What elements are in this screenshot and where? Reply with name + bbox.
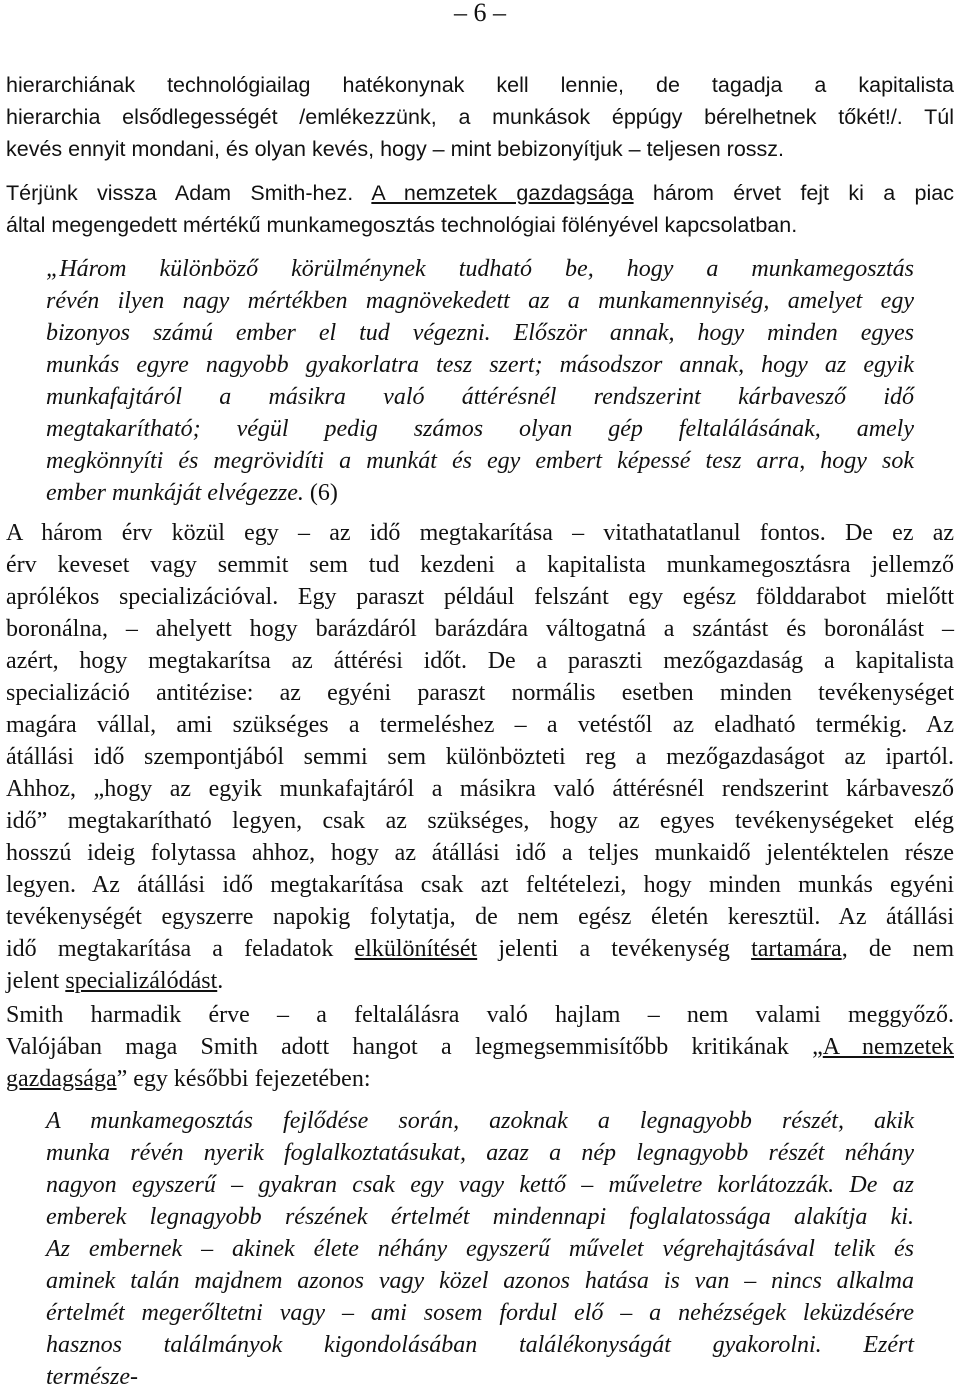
text-run: Smith harmadik érve – a feltalálásra való hajlam – nem valami meggyőző.	[6, 1002, 954, 1028]
underlined-text: A nemzetek gazdagsága	[371, 181, 634, 205]
text-line	[46, 286, 914, 316]
page-number: – 6 –	[454, 0, 506, 27]
text-line	[46, 1330, 914, 1360]
text-line	[46, 1234, 914, 1264]
text-line	[46, 382, 914, 412]
text-line	[46, 1106, 914, 1136]
text-line	[6, 902, 954, 932]
text-run: munkafajtáról a másikra való áttérésnél rendszerint kárbavesző idő	[46, 384, 914, 410]
text-run: aminek talán majdnem azonos vagy közel azonos hatása is van – nincs alkalma	[46, 1268, 914, 1294]
text-run: munka révén nyerik foglalkoztatásukat, azaz a nép legnagyobb részét néhány	[46, 1140, 914, 1166]
text-line	[6, 1064, 954, 1094]
text-run: jelent	[6, 968, 66, 994]
underlined-text: A nemzetek	[822, 1034, 954, 1060]
footnote-reference: (6)	[303, 480, 338, 506]
text-line	[6, 210, 954, 240]
text-run: megkönnyíti és megrövidíti a munkát és egy embert képessé tesz arra, hogy sok	[46, 448, 914, 474]
text-line	[46, 478, 914, 508]
text-line	[6, 102, 954, 132]
text-line	[46, 446, 914, 476]
text-run: nagyon egyszerű – gyakran csak egy vagy kettő – műveletre korlátozzák. De az	[46, 1172, 914, 1198]
text-run: Valójában maga Smith adott hangot a legmegsemmisítőbb kritikának „	[6, 1034, 823, 1060]
text-run: Az embernek – akinek élete néhány egyszerű művelet végrehajtásával telik és	[46, 1236, 914, 1262]
text-run: érv keveset vagy semmit sem tud kezdeni a kapitalista munkamegosztásra jellemző	[6, 552, 954, 578]
text-run: A munkamegosztás fejlődése során, azoknak a legnagyobb részét, akik	[46, 1108, 914, 1134]
text-line	[6, 614, 954, 644]
text-line	[46, 1202, 914, 1232]
text-line	[46, 1138, 914, 1168]
text-run: átállási idő szempontjából semmi sem különbözteti reg a mezőgazdaságot az ipartól.	[6, 744, 954, 770]
text-line	[6, 838, 954, 868]
text-run: magára vállal, ami szükséges a termeléshez – a vetéstől az eladható termékig. Az	[6, 712, 954, 738]
text-run: „Három különböző körülménynek tudható be, hogy a munkamegosztás	[46, 256, 914, 282]
text-run: tevékenységét egyszerre napokig folytatja, de nem egész életén keresztül. Az átállási	[6, 904, 954, 930]
text-line	[46, 1298, 914, 1328]
text-run: boronálna, – ahelyett hogy barázdáról barázdára váltogatná a szántást és boronálást –	[6, 616, 954, 642]
text-line	[6, 806, 954, 836]
text-run: Térjünk vissza Adam Smith-hez.	[6, 181, 372, 205]
text-line	[6, 1000, 954, 1030]
text-line	[6, 870, 954, 900]
underlined-text: gazdagsága	[6, 1066, 117, 1092]
text-run: legyen. Az átállási idő megtakarítása csak azt feltételezi, hogy minden munkás egyéni	[6, 872, 954, 898]
text-run: emberek legnagyobb részének értelmét mindennapi foglalatossága alakítja ki.	[46, 1204, 914, 1230]
text-run: A három érv közül egy – az idő megtakarítása – vitathatatlanul fontos. De ez az	[6, 520, 954, 546]
underlined-text: elkülönítését	[354, 936, 478, 962]
text-run: idő megtakarítása a feladatok	[6, 936, 355, 962]
text-line	[46, 318, 914, 348]
text-run: megtakarítható; végül pedig számos olyan gép feltalálásának, amely	[46, 416, 914, 442]
text-line	[6, 966, 954, 996]
text-run: értelmét megerőltetni vagy – ami sosem fordul elő – a nehézségek leküzdésére	[46, 1300, 914, 1326]
text-line	[46, 350, 914, 380]
text-line	[6, 1032, 954, 1062]
text-line	[6, 678, 954, 708]
underlined-text: specializálódást	[65, 968, 218, 994]
text-run: Ahhoz, „hogy az egyik munkafajtáról a másikra való áttérésnél rendszerint kárbavesző	[6, 776, 954, 802]
text-run: révén ilyen nagy mértékben magnövekedett az a munkamennyiség, amelyet egy	[46, 288, 914, 314]
text-run: ” egy későbbi fejezetében:	[116, 1066, 371, 1092]
text-line	[46, 1362, 914, 1392]
text-run: három érvet fejt ki a piac	[633, 181, 954, 205]
text-run: kevés ennyit mondani, és olyan kevés, hogy – mint bebizonyítjuk – teljesen rossz.	[6, 137, 784, 161]
text-line	[6, 134, 954, 164]
text-line	[46, 254, 914, 284]
text-line	[6, 742, 954, 772]
text-run: ember munkáját elvégezze.	[46, 480, 304, 506]
text-run: .	[217, 968, 224, 994]
text-run: hasznos találmányok kigondolásában találékonyságát gyakorolni. Ezért	[46, 1332, 914, 1358]
text-run: hierarchiának technológiailag hatékonynak kell lennie, de tagadja a kapitalista	[6, 73, 954, 97]
text-line	[6, 646, 954, 676]
text-run: hosszú ideig folytassa ahhoz, hogy az átállási idő a teljes munkaidő jelentéktelen része	[6, 840, 954, 866]
text-line	[6, 774, 954, 804]
text-run: , de nem	[841, 936, 954, 962]
text-line	[6, 178, 954, 208]
text-run: idő” megtakarítható legyen, csak az szükséges, hogy az egyes tevékenységeket elég	[6, 808, 954, 834]
text-run: azért, hogy megtakarítsa az áttérési időt. De a paraszti mezőgazdaság a kapitalista	[6, 648, 954, 674]
text-line	[6, 70, 954, 100]
text-run: specializáció antitézise: az egyéni paraszt normális esetben minden tevékenységet	[6, 680, 954, 706]
text-line	[6, 710, 954, 740]
text-line	[6, 518, 954, 548]
text-run: természe-	[46, 1364, 138, 1390]
text-run: által megengedett mértékű munkamegosztás technológiai fölényével kapcsolatban.	[6, 213, 798, 237]
underlined-text: tartamára	[751, 936, 842, 962]
text-line	[46, 414, 914, 444]
text-line	[6, 582, 954, 612]
text-run: jelenti a tevékenység	[477, 936, 752, 962]
text-run: hierarchia elsődlegességét /emlékezzünk, a munkások éppúgy bérelhetnek tőkét!/. Túl	[6, 105, 954, 129]
text-run: munkás egyre nagyobb gyakorlatra tesz szert; másodszor annak, hogy az egyik	[46, 352, 914, 378]
text-line	[46, 1266, 914, 1296]
text-line	[6, 550, 954, 580]
text-line	[46, 1170, 914, 1200]
text-run: bizonyos számú ember el tud végezni. Először annak, hogy minden egyes	[46, 320, 914, 346]
text-run: aprólékos specializációval. Egy paraszt például felszánt egy egész földdarabot mielőtt	[6, 584, 954, 610]
text-line	[6, 934, 954, 964]
